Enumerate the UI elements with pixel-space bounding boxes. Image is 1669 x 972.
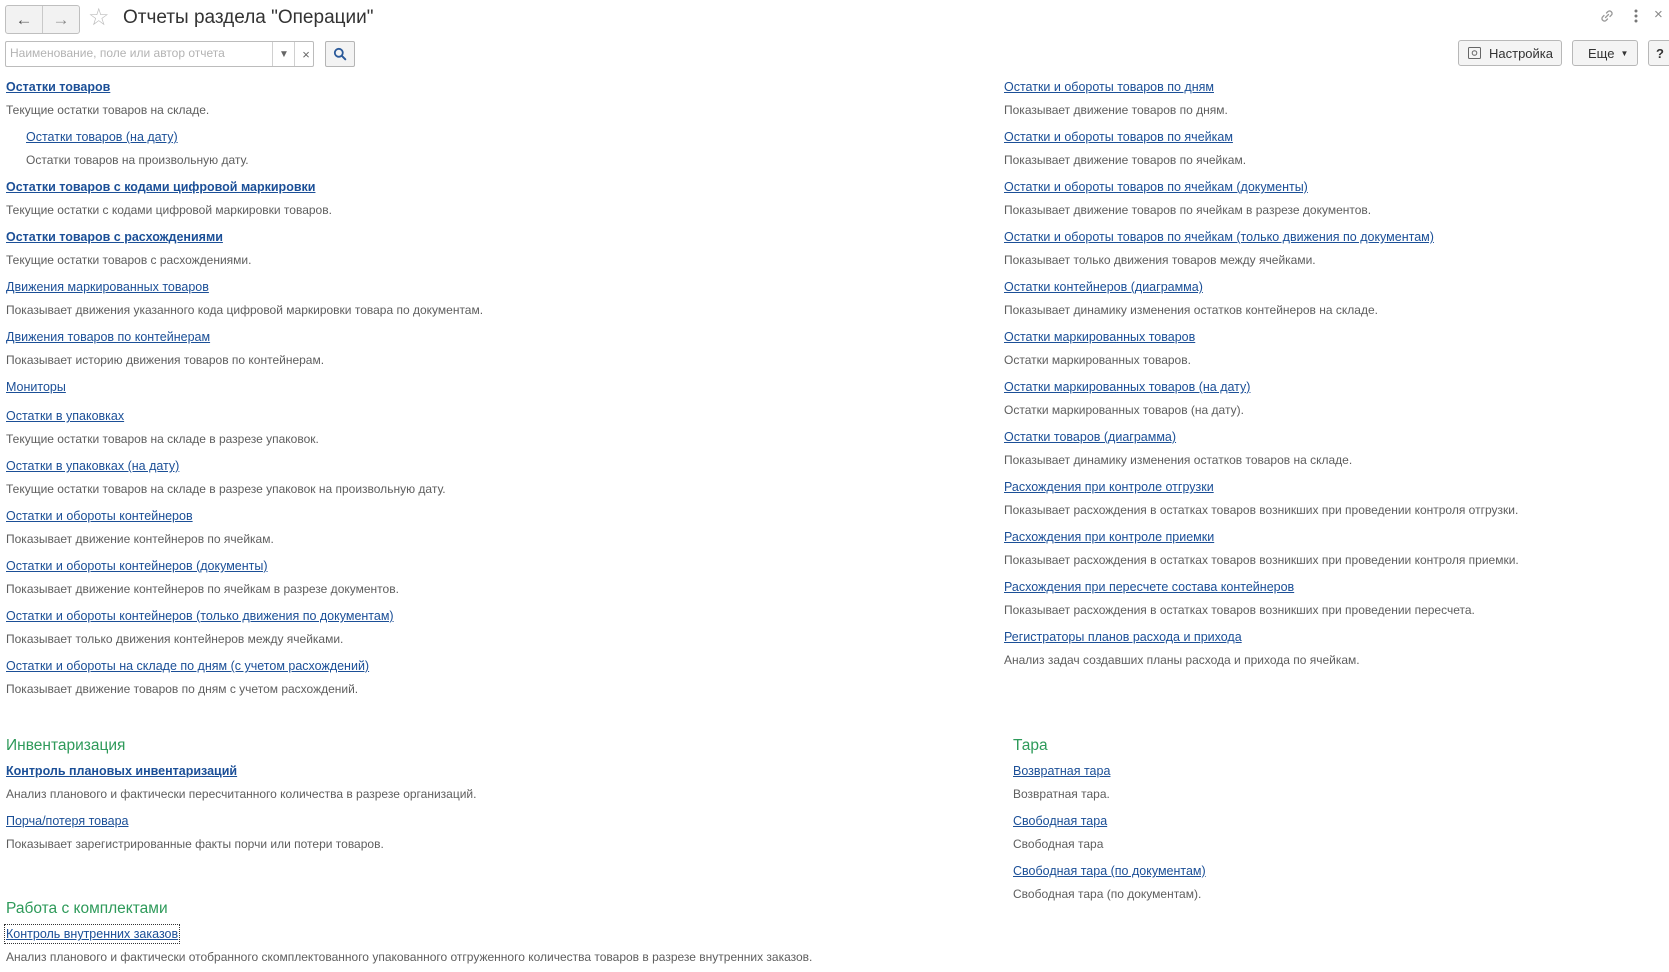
report-link[interactable]: Расхождения при контроле отгрузки — [1004, 480, 1214, 494]
report-link[interactable]: Порча/потеря товара — [6, 814, 129, 828]
title-bar — [0, 0, 1669, 36]
report-link[interactable]: Возвратная тара — [1013, 764, 1111, 778]
report-description: Показывает движение контейнеров по ячейкам в разрезе документов. — [6, 582, 399, 596]
report-description: Текущие остатки товаров на складе. — [6, 103, 210, 117]
report-link[interactable]: Остатки маркированных товаров (на дату) — [1004, 380, 1251, 394]
dropdown-arrow-icon[interactable]: ▼ — [272, 42, 295, 66]
clear-icon[interactable]: × — [294, 42, 317, 66]
report-link[interactable]: Остатки и обороты товаров по ячейкам (документы) — [1004, 180, 1308, 194]
report-description: Показывает движение товаров по дням с учетом расхождений. — [6, 682, 359, 696]
report-description: Остатки товаров на произвольную дату. — [26, 153, 249, 167]
more-vertical-icon[interactable] — [1633, 7, 1639, 25]
report-description: Показывает расхождения в остатках товаров возникших при проведении контроля приемки. — [1004, 553, 1519, 567]
report-item — [6, 278, 483, 318]
settings-button[interactable] — [1458, 40, 1562, 66]
report-item — [6, 507, 274, 547]
report-item — [6, 328, 324, 368]
report-item — [1004, 428, 1352, 468]
report-link[interactable]: Остатки в упаковках — [6, 409, 125, 423]
report-link[interactable]: Остатки контейнеров (диаграмма) — [1004, 280, 1203, 294]
search-field — [5, 41, 314, 67]
report-link[interactable]: Остатки и обороты товаров по дням — [1004, 80, 1214, 94]
report-item — [1004, 78, 1228, 118]
report-item — [1004, 328, 1195, 368]
report-link[interactable]: Остатки и обороты товаров по ячейкам — [1004, 130, 1233, 144]
report-description: Показывает расхождения в остатках товаров возникших при проведении контроля отгрузки. — [1004, 503, 1519, 517]
report-description: Анализ планового и фактически пересчитанного количества в разрезе организаций. — [6, 787, 477, 801]
help-button[interactable]: ? — [1648, 40, 1669, 66]
forward-arrow-icon[interactable]: → — [42, 6, 79, 33]
report-item — [6, 925, 812, 965]
report-description: Анализ задач создавших планы расхода и прихода по ячейкам. — [1004, 653, 1360, 667]
search-icon — [333, 47, 347, 61]
report-item — [6, 78, 209, 118]
report-description: Показывает движение товаров по дням. — [1004, 103, 1228, 117]
report-description: Показывает динамику изменения остатков контейнеров на складе. — [1004, 303, 1378, 317]
report-item — [1004, 578, 1475, 618]
report-item — [1004, 128, 1246, 168]
report-link[interactable]: Остатки товаров с расхождениями — [6, 230, 223, 244]
group-title-kits: Работа с комплектами — [6, 900, 168, 917]
link-icon[interactable] — [1598, 7, 1616, 25]
report-item — [1013, 762, 1110, 802]
report-link[interactable]: Остатки товаров с кодами цифровой маркировки — [6, 180, 316, 194]
report-description: Показывает движение контейнеров по ячейкам. — [6, 532, 274, 546]
report-link[interactable]: Остатки и обороты товаров по ячейкам (только движения по документам) — [1004, 230, 1434, 244]
report-link[interactable]: Остатки и обороты контейнеров (только движения по документам) — [6, 609, 394, 623]
report-item — [6, 378, 66, 396]
report-description: Свободная тара (по документам). — [1013, 887, 1202, 901]
report-link[interactable]: Остатки товаров (на дату) — [26, 130, 178, 144]
report-description: Показывает историю движения товаров по контейнерам. — [6, 353, 325, 367]
report-item — [6, 762, 476, 802]
report-link[interactable]: Расхождения при контроле приемки — [1004, 530, 1215, 544]
report-link[interactable]: Контроль плановых инвентаризаций — [6, 764, 238, 778]
report-description: Показывает только движения товаров между ячейками. — [1004, 253, 1316, 267]
report-item — [1004, 378, 1250, 418]
report-link[interactable]: Расхождения при пересчете состава контейнеров — [1004, 580, 1295, 594]
report-description: Показывает движение товаров по ячейкам. — [1004, 153, 1247, 167]
chevron-down-icon: ▼ — [1620, 48, 1629, 58]
report-description: Анализ планового и фактически отобранного скомплектованного упакованного отгруженного количества товаров в разрезе внутренних заказов. — [6, 950, 813, 964]
group-title-tara: Тара — [1013, 737, 1048, 754]
report-item — [1013, 812, 1107, 852]
report-item — [6, 607, 394, 647]
report-item — [6, 407, 319, 447]
report-description: Возвратная тара. — [1013, 787, 1110, 801]
more-label: Еще — [1588, 45, 1615, 61]
group-title-inventory: Инвентаризация — [6, 737, 126, 754]
report-item — [6, 557, 399, 597]
report-description: Показывает движения указанного кода цифровой маркировки товара по документам. — [6, 303, 484, 317]
report-item — [6, 812, 384, 852]
report-link[interactable]: Остатки товаров (диаграмма) — [1004, 430, 1177, 444]
report-link[interactable]: Свободная тара (по документам) — [1013, 864, 1206, 878]
report-link[interactable]: Остатки и обороты на складе по дням (с учетом расхождений) — [6, 659, 370, 673]
report-description: Показывает движение товаров по ячейкам в разрезе документов. — [1004, 203, 1372, 217]
report-item — [6, 657, 369, 697]
report-description: Текущие остатки товаров с расхождениями. — [6, 253, 252, 267]
report-description: Текущие остатки с кодами цифровой маркировки товаров. — [6, 203, 332, 217]
report-description: Текущие остатки товаров на складе в разрезе упаковок. — [6, 432, 319, 446]
search-button[interactable] — [325, 41, 355, 67]
favorite-star-icon[interactable]: ☆ — [88, 4, 110, 31]
report-item — [1004, 228, 1434, 268]
report-item — [1004, 478, 1518, 518]
report-item — [26, 128, 249, 168]
report-link[interactable]: Остатки маркированных товаров — [1004, 330, 1196, 344]
report-description: Остатки маркированных товаров. — [1004, 353, 1191, 367]
page-title: Отчеты раздела "Операции" — [123, 7, 374, 28]
report-description: Свободная тара — [1013, 837, 1104, 851]
report-link[interactable]: Свободная тара — [1013, 814, 1108, 828]
settings-icon — [1468, 47, 1481, 59]
report-item — [1004, 178, 1371, 218]
close-icon[interactable]: × — [1654, 6, 1663, 23]
report-item — [1013, 862, 1206, 902]
back-arrow-icon[interactable]: ← — [15, 9, 33, 29]
report-description: Остатки маркированных товаров (на дату). — [1004, 403, 1244, 417]
report-link[interactable]: Остатки товаров — [6, 80, 111, 94]
report-item — [6, 178, 332, 218]
report-link[interactable]: Движения товаров по контейнерам — [6, 330, 211, 344]
report-item — [6, 228, 251, 268]
report-item — [1004, 278, 1378, 318]
report-link[interactable]: Регистраторы планов расхода и прихода — [1004, 630, 1242, 644]
settings-label: Настройка — [1489, 45, 1553, 61]
more-button[interactable] — [1572, 40, 1638, 66]
report-item — [1004, 528, 1519, 568]
report-link[interactable]: Остатки и обороты контейнеров (документы) — [6, 559, 268, 573]
report-description: Показывает зарегистрированные факты порчи или потери товаров. — [6, 837, 384, 851]
report-link[interactable]: Движения маркированных товаров — [6, 280, 209, 294]
report-link[interactable]: Остатки в упаковках (на дату) — [6, 459, 180, 473]
report-link[interactable]: Контроль внутренних заказов — [6, 927, 179, 941]
report-item — [1004, 628, 1360, 668]
report-item — [6, 457, 446, 497]
search-input[interactable] — [8, 43, 274, 63]
report-description: Показывает только движения контейнеров между ячейками. — [6, 632, 344, 646]
navigation-buttons — [5, 5, 80, 34]
report-link[interactable]: Остатки и обороты контейнеров — [6, 509, 193, 523]
report-description: Текущие остатки товаров на складе в разрезе упаковок на произвольную дату. — [6, 482, 446, 496]
report-link[interactable]: Мониторы — [6, 380, 66, 394]
report-description: Показывает динамику изменения остатков товаров на складе. — [1004, 453, 1353, 467]
report-description: Показывает расхождения в остатках товаров возникших при проведении пересчета. — [1004, 603, 1475, 617]
